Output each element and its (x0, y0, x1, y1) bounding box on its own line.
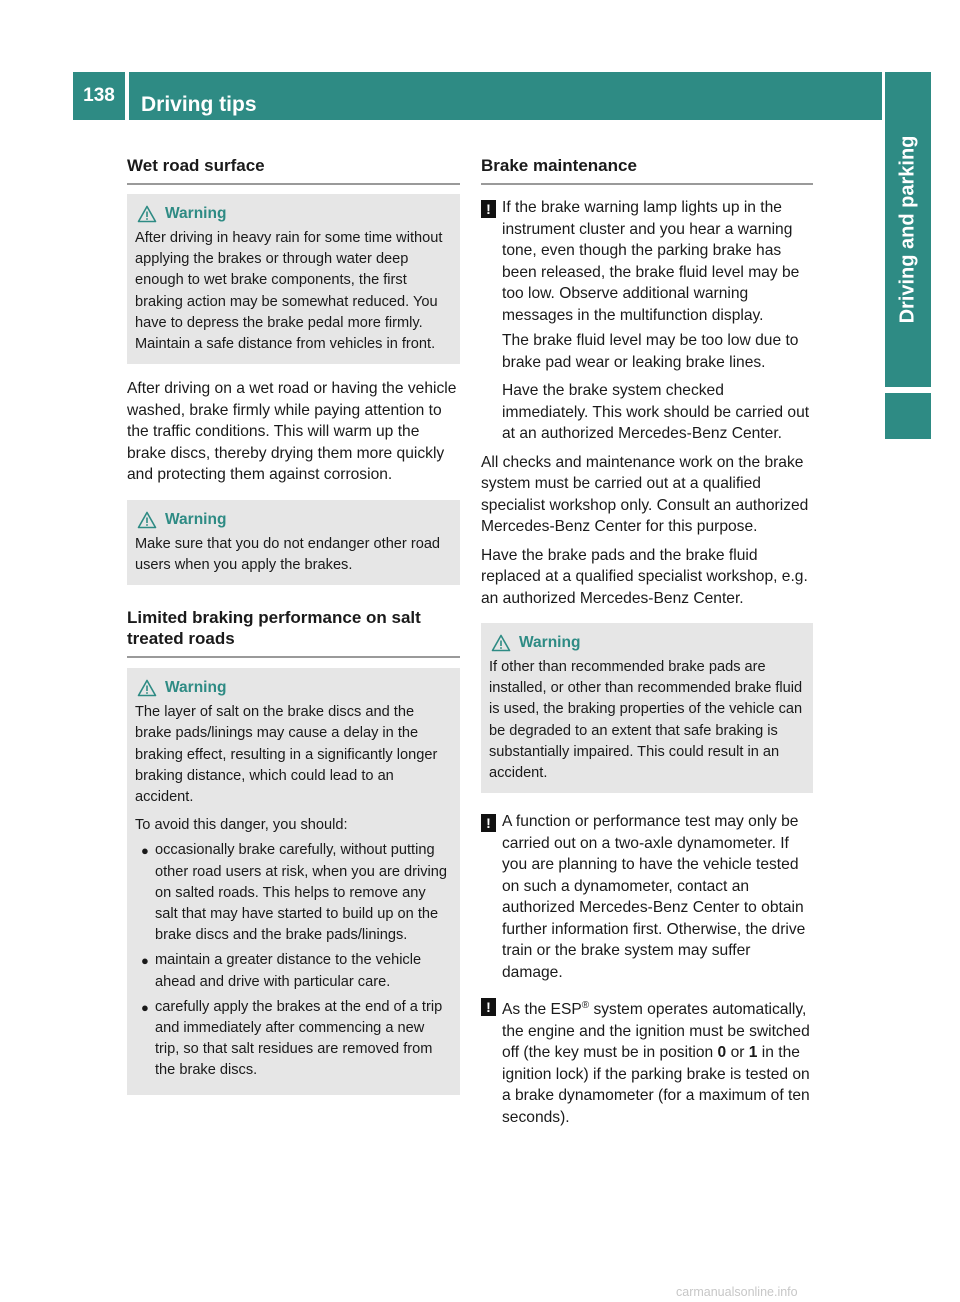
notice-brake-lamp (481, 197, 813, 326)
notice-sub-text: The brake fluid level may be too low due to brake pad wear or leaking brake lines. (502, 332, 799, 371)
page-number: 138 (83, 85, 115, 106)
chapter-tab-label (885, 72, 931, 387)
bullet-icon: ● (141, 999, 149, 1015)
page-title: Driving tips (141, 93, 257, 116)
warning-box-wet-road (127, 194, 460, 364)
left-column (127, 150, 460, 1109)
notice-esp (481, 995, 813, 1128)
warning-triangle-icon (137, 205, 157, 223)
warning-intro: To avoid this danger, you should: (135, 817, 348, 834)
warning-text: Make sure that you do not endanger other road users when you apply the brakes. (135, 535, 441, 573)
wet-road-paragraph: After driving on a wet road or having the vehicle washed, brake firmly while paying attention to the traffic conditions. This will warm up the brake discs, thereby drying them more quickly and protecting them against corrosion. (127, 380, 457, 484)
notice-exclamation-icon: ! (481, 200, 496, 218)
header-divider (125, 72, 129, 120)
notice-dynamometer (481, 811, 813, 983)
bullet-icon: ● (141, 953, 149, 969)
maintenance-paragraph: All checks and maintenance work on the brake system must be carried out at a qualified specialist workshop only. Consult an authorized Mercedes-Benz Center for this purpose. (481, 453, 809, 535)
warning-title (135, 204, 452, 224)
warning-label: Warning (165, 510, 227, 528)
warning-label: Warning (519, 634, 581, 651)
warning-text: After driving in heavy rain for some time without applying the brakes or through water deep enough to wet brake components, the first braking action may be somewhat reduced. You have to depress the brake pedal more firmly. Maintain a safe distance from vehicles in front. (135, 230, 443, 353)
bullet-icon: ● (141, 843, 149, 859)
registered-mark: ® (581, 1000, 590, 1012)
notice-sub-text: Have the brake system checked immediately. This work should be carried out at an authorized Mercedes-Benz Center. (502, 382, 810, 442)
key-position-0: 0 (717, 1044, 727, 1062)
warning-label: Warning (165, 205, 227, 222)
key-position-1: 1 (748, 1044, 758, 1062)
watermark: carmanualsonline.info (676, 1285, 798, 1299)
maintenance-paragraph: Have the brake pads and the brake fluid replaced at a qualified specialist workshop, e.g. an authorized Mercedes-Benz Center. (481, 546, 808, 607)
list-item: ● maintain a greater distance to the vehicle ahead and drive with particular care. (135, 950, 452, 992)
warning-text: The layer of salt on the brake discs and the brake pads/linings may cause a delay in the braking effect, resulting in a significantly longer braking distance, which could lead to an accident. (135, 704, 438, 805)
warning-triangle-icon (137, 511, 157, 529)
warning-triangle-icon (491, 634, 511, 652)
notice-exclamation-icon: ! (481, 998, 496, 1016)
warning-text: If other than recommended brake pads are installed, or other than recommended brake fluid is used, the braking properties of the vehicle can be degraded to an extent that safe braking is substantially impaired. This could result in an accident. (489, 659, 803, 782)
warning-title (135, 510, 452, 530)
warning-box-endanger (127, 500, 460, 585)
list-item: ● carefully apply the brakes at the end of a trip and immediately after commencing a new trip, so that salt residues are removed from the brake discs. (135, 997, 452, 1082)
warning-box-brake-pads (481, 623, 813, 793)
warning-label: Warning (165, 679, 227, 697)
section-heading-brake-maintenance: Brake maintenance (481, 150, 813, 185)
chapter-marker (885, 393, 931, 439)
warning-title (135, 678, 452, 698)
section-heading-wet-road: Wet road surface (127, 150, 460, 185)
chapter-name: Driving and parking (896, 135, 919, 324)
notice-exclamation-icon: ! (481, 814, 496, 832)
notice-text: As the ESP® system operates automatically, the engine and the ignition must be switched off (the key must be in position 0 or 1 in the ignition lock) if the parking brake is tested on a brake dynamometer (for a maximum of ten seconds). (502, 1000, 810, 1126)
notice-text: If the brake warning lamp lights up in the instrument cluster and you hear a warning tone, even though the parking brake has been released, the brake fluid level may be too low. Observe additional warning messages in the multifunction display. (502, 199, 800, 324)
warning-box-salt (127, 668, 460, 1094)
warning-triangle-icon (137, 679, 157, 697)
warning-title (489, 633, 805, 653)
notice-text: A function or performance test may only be carried out on a two-axle dynamometer. If you are planning to have the vehicle tested on such a dynamometer, contact an authorized Mercedes-Benz Center to obtain further information first. Otherwise, the drive train or the brake system may suffer damage. (502, 813, 806, 981)
right-column (481, 150, 813, 1137)
section-heading-salt-roads: Limited braking performance on salt treated roads (127, 601, 460, 658)
list-item: ● occasionally brake carefully, without putting other road users at risk, when you are driving on salted roads. This helps to remove any salt that may have started to build up on the brake discs and the brake pads/linings. (135, 840, 452, 946)
